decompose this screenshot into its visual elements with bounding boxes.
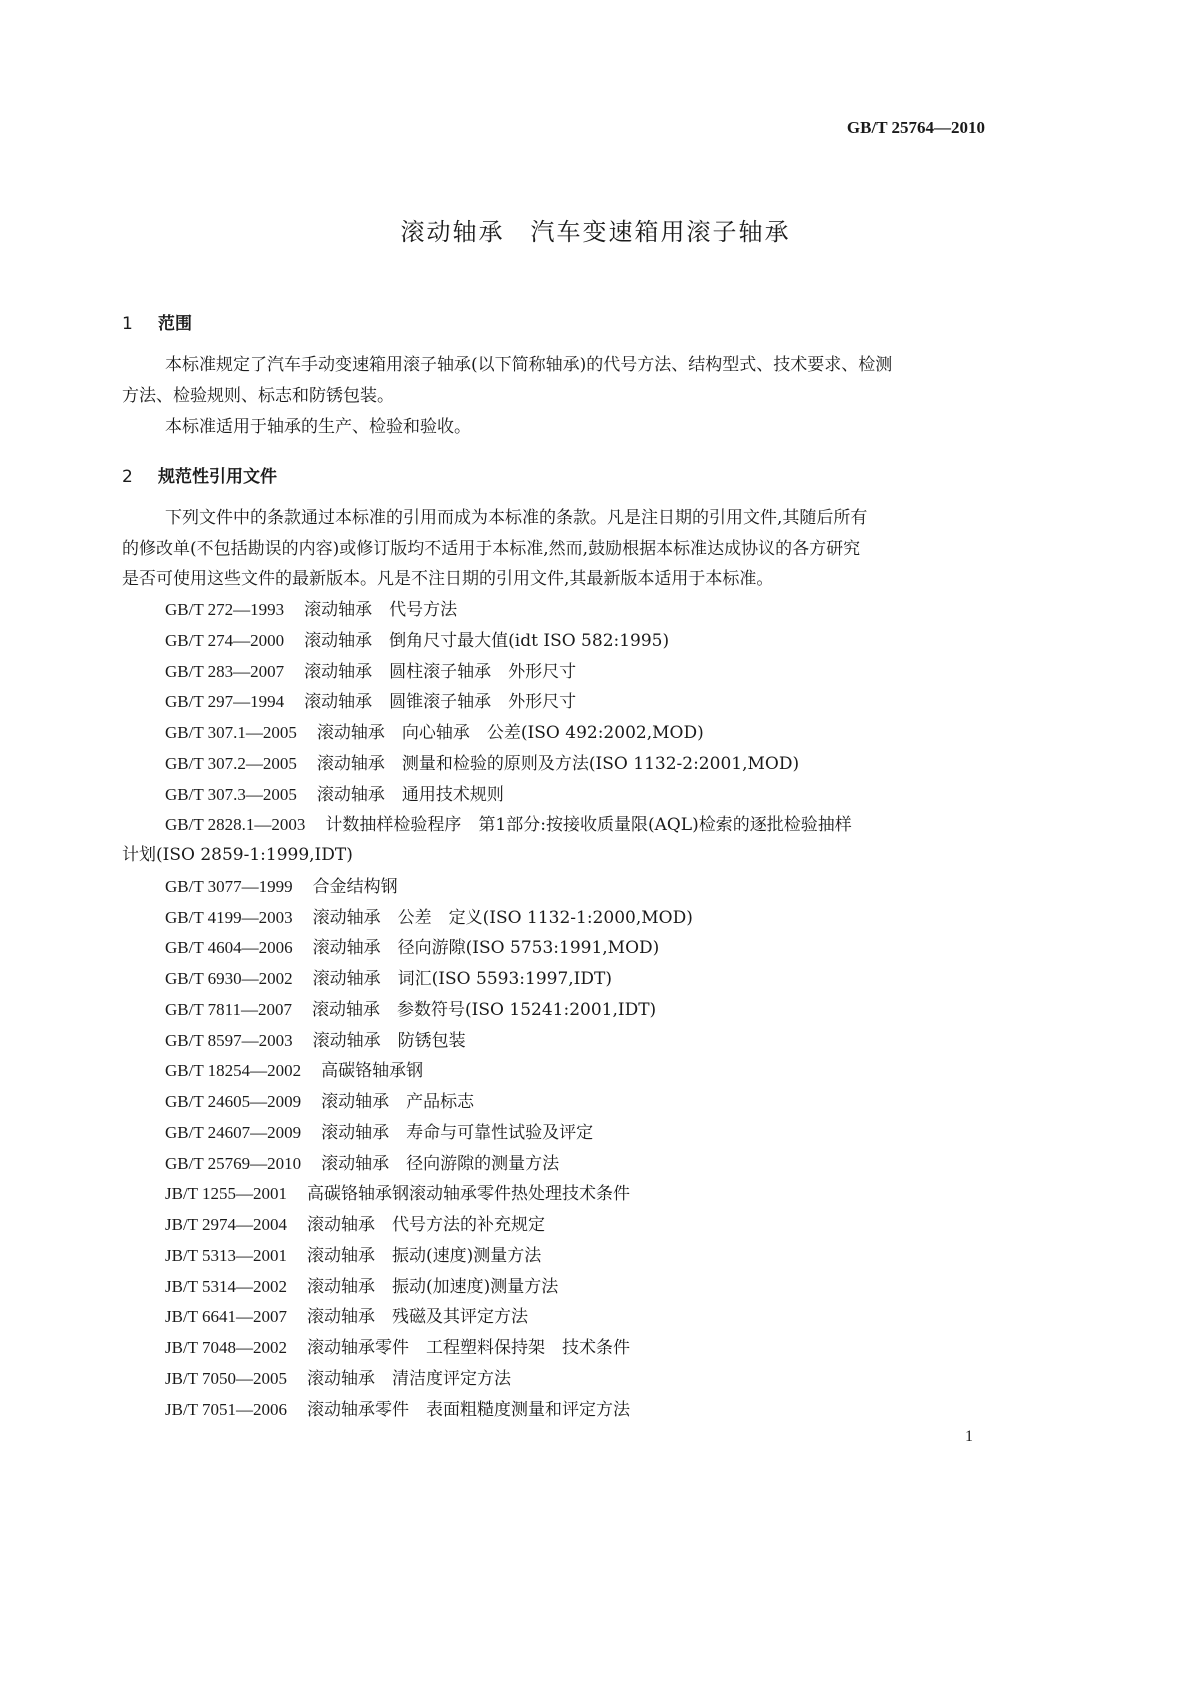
reference-item: [165, 1178, 630, 1209]
reference-item: [165, 902, 693, 933]
reference-title: 滚动轴承 寿命与可靠性试验及评定: [321, 1122, 594, 1143]
reference-code: GB/T 297—1994: [165, 692, 285, 712]
section-title: 范围: [158, 314, 192, 334]
reference-code: GB/T 272—1993: [165, 600, 285, 619]
reference-continuation: 计划(ISO 2859-1:1999,IDT): [122, 845, 353, 865]
reference-item: [165, 748, 799, 779]
reference-item: [165, 1025, 466, 1056]
reference-code: GB/T 7811—2007: [165, 999, 293, 1019]
reference-item: [165, 656, 576, 687]
reference-code: JB/T 1255—2001: [165, 1184, 288, 1204]
reference-item: [165, 594, 457, 625]
section-heading-scope: [122, 309, 192, 334]
reference-code: GB/T 18254—2002: [165, 1061, 302, 1081]
reference-code: GB/T 307.1—2005: [165, 723, 297, 742]
reference-item: [165, 1394, 630, 1425]
paragraph-line: 方法、检验规则、标志和防锈包装。: [122, 386, 394, 406]
reference-item: [165, 686, 576, 717]
document-title: 滚动轴承 汽车变速箱用滚子轴承: [400, 218, 791, 246]
reference-title: 滚动轴承 径向游隙的测量方法: [321, 1153, 560, 1174]
reference-title: 滚动轴承 测量和检验的原则及方法(ISO 1132-2:2001,MOD): [316, 753, 800, 774]
reference-title: 滚动轴承 产品标志: [321, 1092, 475, 1112]
reference-title: 滚动轴承零件 工程塑料保持架 技术条件: [307, 1338, 631, 1358]
reference-code: JB/T 7048—2002: [165, 1338, 288, 1357]
reference-title: 滚动轴承 径向游隙(ISO 5753:1991,MOD): [312, 938, 660, 959]
reference-item: [165, 1271, 558, 1302]
reference-title: 滚动轴承 圆柱滚子轴承 外形尺寸: [304, 661, 577, 682]
standard-number: GB/T 25764—2010: [846, 118, 985, 137]
reference-code: GB/T 24605—2009: [165, 1092, 302, 1111]
reference-item: [165, 1209, 545, 1240]
reference-title: 滚动轴承 振动(加速度)测量方法: [307, 1276, 559, 1297]
reference-item: [165, 963, 612, 994]
reference-item: [165, 1055, 423, 1086]
reference-code: GB/T 283—2007: [165, 661, 285, 681]
reference-title: 滚动轴承 振动(速度)测量方法: [307, 1245, 542, 1266]
reference-title: 滚动轴承 倒角尺寸最大值(idt ISO 582:1995): [304, 630, 670, 651]
reference-code: GB/T 4199—2003: [165, 907, 293, 927]
paragraph-line: 下列文件中的条款通过本标准的引用而成为本标准的条款。凡是注日期的引用文件,其随后所有: [165, 508, 868, 528]
reference-code: JB/T 5314—2002: [165, 1276, 288, 1296]
reference-code: JB/T 7051—2006: [165, 1399, 288, 1419]
reference-item: [165, 779, 504, 810]
reference-item: [165, 1148, 559, 1179]
reference-title: 滚动轴承 残磁及其评定方法: [307, 1307, 529, 1328]
reference-code: JB/T 2974—2004: [165, 1215, 288, 1234]
reference-title: 滚动轴承 清洁度评定方法: [307, 1368, 512, 1389]
reference-title: 滚动轴承 代号方法: [304, 600, 458, 620]
reference-title: 滚动轴承 防锈包装: [312, 1030, 466, 1051]
paragraph-line: 是否可使用这些文件的最新版本。凡是不注日期的引用文件,其最新版本适用于本标准。: [122, 569, 774, 589]
reference-item: [165, 1332, 630, 1363]
section-title: 规范性引用文件: [158, 467, 277, 487]
paragraph-line: 本标准适用于轴承的生产、检验和验收。: [165, 417, 471, 437]
reference-code: GB/T 307.2—2005: [165, 753, 297, 773]
paragraph-line: 本标准规定了汽车手动变速箱用滚子轴承(以下简称轴承)的代号方法、结构型式、技术要求、检测: [165, 355, 893, 375]
reference-item: [165, 717, 704, 748]
reference-title: 高碳铬轴承钢: [321, 1061, 424, 1082]
reference-item: [165, 809, 852, 840]
reference-item: [165, 1086, 474, 1117]
reference-title: 滚动轴承 参数符号(ISO 15241:2001,IDT): [312, 999, 657, 1020]
reference-title: 滚动轴承 公差 定义(ISO 1132-1:2000,MOD): [312, 907, 693, 928]
reference-item: [165, 871, 398, 902]
reference-code: GB/T 307.3—2005: [165, 784, 297, 804]
reference-code: GB/T 4604—2006: [165, 938, 293, 958]
reference-code: GB/T 6930—2002: [165, 969, 293, 988]
reference-title: 高碳铬轴承钢滚动轴承零件热处理技术条件: [307, 1184, 631, 1205]
reference-item: [165, 1301, 528, 1332]
section-number: 2: [122, 467, 133, 487]
reference-item: [165, 932, 659, 963]
reference-code: GB/T 2828.1—2003: [165, 815, 306, 835]
reference-code: GB/T 8597—2003: [165, 1030, 293, 1050]
reference-code: GB/T 274—2000: [165, 630, 285, 650]
reference-code: GB/T 24607—2009: [165, 1122, 302, 1142]
paragraph-line: 的修改单(不包括勘误的内容)或修订版均不适用于本标准,然而,鼓励根据本标准达成协议的各方研究: [122, 539, 861, 559]
reference-item: [165, 994, 656, 1025]
reference-item: [165, 625, 669, 656]
reference-code: JB/T 5313—2001: [165, 1245, 288, 1265]
reference-title: 滚动轴承 词汇(ISO 5593:1997,IDT): [312, 969, 612, 989]
reference-title: 滚动轴承 圆锥滚子轴承 外形尺寸: [304, 692, 577, 713]
reference-title: 滚动轴承 通用技术规则: [316, 784, 504, 805]
reference-code: JB/T 6641—2007: [165, 1307, 288, 1327]
reference-title: 滚动轴承 代号方法的补充规定: [307, 1215, 546, 1235]
reference-title: 滚动轴承零件 表面粗糙度测量和评定方法: [307, 1399, 631, 1420]
reference-item: [165, 1117, 593, 1148]
page-number: 1: [965, 1428, 973, 1445]
reference-item: [165, 1240, 541, 1271]
section-number: 1: [122, 314, 133, 334]
reference-title: 滚动轴承 向心轴承 公差(ISO 492:2002,MOD): [316, 723, 704, 743]
reference-code: JB/T 7050—2005: [165, 1368, 288, 1388]
reference-title: 计数抽样检验程序 第1部分:按接收质量限(AQL)检索的逐批检验抽样: [325, 815, 852, 836]
reference-code: GB/T 25769—2010: [165, 1153, 302, 1173]
reference-item: [165, 1363, 511, 1394]
reference-title: 合金结构钢: [312, 876, 398, 897]
reference-code: GB/T 3077—1999: [165, 876, 293, 896]
section-heading-normative-references: [122, 462, 277, 487]
